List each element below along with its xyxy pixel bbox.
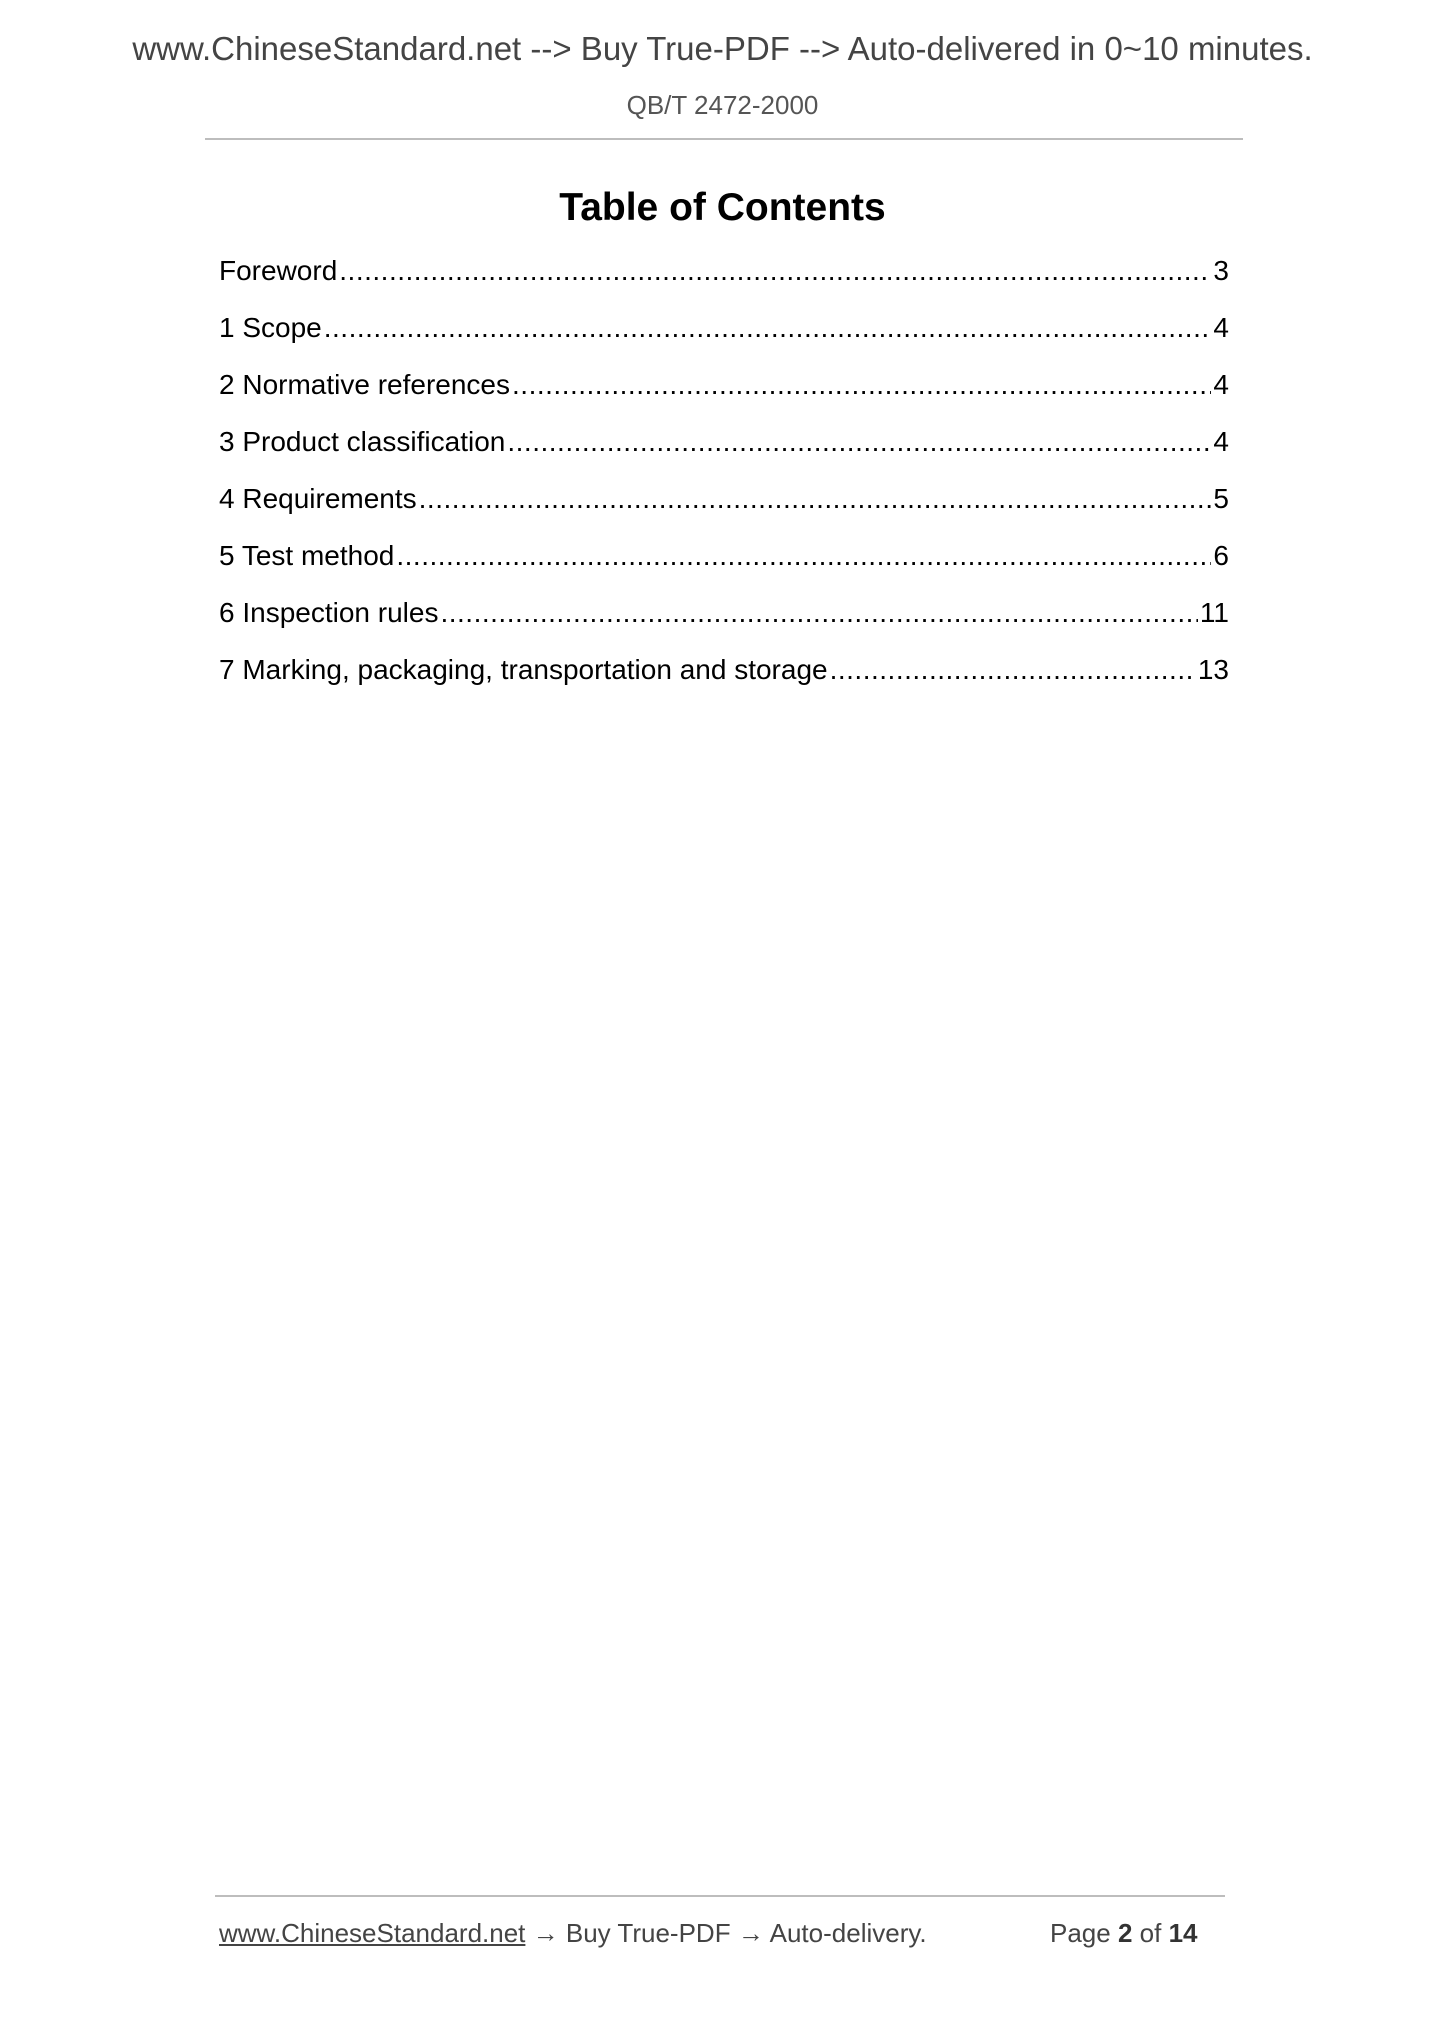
toc-leader-dots [507, 426, 1211, 458]
page-total: 14 [1168, 1918, 1198, 1948]
toc-entry-page: 4 [1213, 312, 1229, 343]
toc-entry-test-method[interactable] [219, 540, 1229, 597]
footer-divider [215, 1895, 1225, 1897]
footer-site-link[interactable]: www.ChineseStandard.net [219, 1918, 526, 1948]
document-code: QB/T 2472-2000 [626, 90, 819, 120]
toc-entry-label: 2 Normative references [219, 369, 511, 400]
footer-delivery-text: Auto-delivery. [769, 1918, 927, 1948]
top-banner: www.ChineseStandard.net --> Buy True-PDF --> Auto-delivered in 0~10 minutes. [132, 30, 1313, 67]
toc-entry-label: 6 Inspection rules [219, 597, 439, 628]
toc-list [219, 255, 1229, 711]
toc-entry-label: Foreword [219, 255, 338, 286]
toc-entry-label: 1 Scope [219, 312, 322, 343]
footer-promo [219, 1918, 927, 1949]
toc-entry-label: 4 Requirements [219, 483, 417, 514]
toc-entry-page: 13 [1197, 654, 1229, 685]
toc-entry-page: 11 [1199, 597, 1229, 628]
toc-entry-page: 4 [1213, 426, 1229, 457]
toc-entry-label: 3 Product classification [219, 426, 506, 457]
toc-entry-scope[interactable] [219, 312, 1229, 369]
toc-leader-dots [440, 597, 1197, 629]
toc-leader-dots [419, 483, 1212, 515]
header-divider [205, 138, 1243, 140]
toc-entry-foreword[interactable] [219, 255, 1229, 312]
page-indicator [1050, 1918, 1198, 1949]
arrow-right-icon: → [737, 1918, 764, 1948]
footer-buy-text: Buy True-PDF [565, 1918, 731, 1948]
page-of-label: of [1139, 1918, 1162, 1948]
toc-entry-page: 3 [1213, 255, 1229, 286]
page-label: Page [1050, 1918, 1111, 1948]
page-current: 2 [1117, 1918, 1133, 1948]
toc-title: Table of Contents [559, 186, 886, 229]
toc-entry-requirements[interactable] [219, 483, 1229, 540]
toc-entry-marking-packaging[interactable] [219, 654, 1229, 711]
toc-entry-label: 7 Marking, packaging, transportation and storage [219, 654, 828, 685]
toc-entry-label: 5 Test method [219, 540, 395, 571]
toc-entry-page: 6 [1213, 540, 1229, 571]
toc-entry-product-classification[interactable] [219, 426, 1229, 483]
toc-leader-dots [396, 540, 1211, 572]
toc-leader-dots [830, 654, 1196, 686]
toc-entry-normative-references[interactable] [219, 369, 1229, 426]
toc-entry-page: 5 [1213, 483, 1229, 514]
toc-entry-page: 4 [1213, 369, 1229, 400]
toc-leader-dots [512, 369, 1211, 401]
toc-leader-dots [324, 312, 1212, 344]
toc-leader-dots [339, 255, 1211, 287]
toc-entry-inspection-rules[interactable] [219, 597, 1229, 654]
arrow-right-icon: → [532, 1918, 559, 1948]
